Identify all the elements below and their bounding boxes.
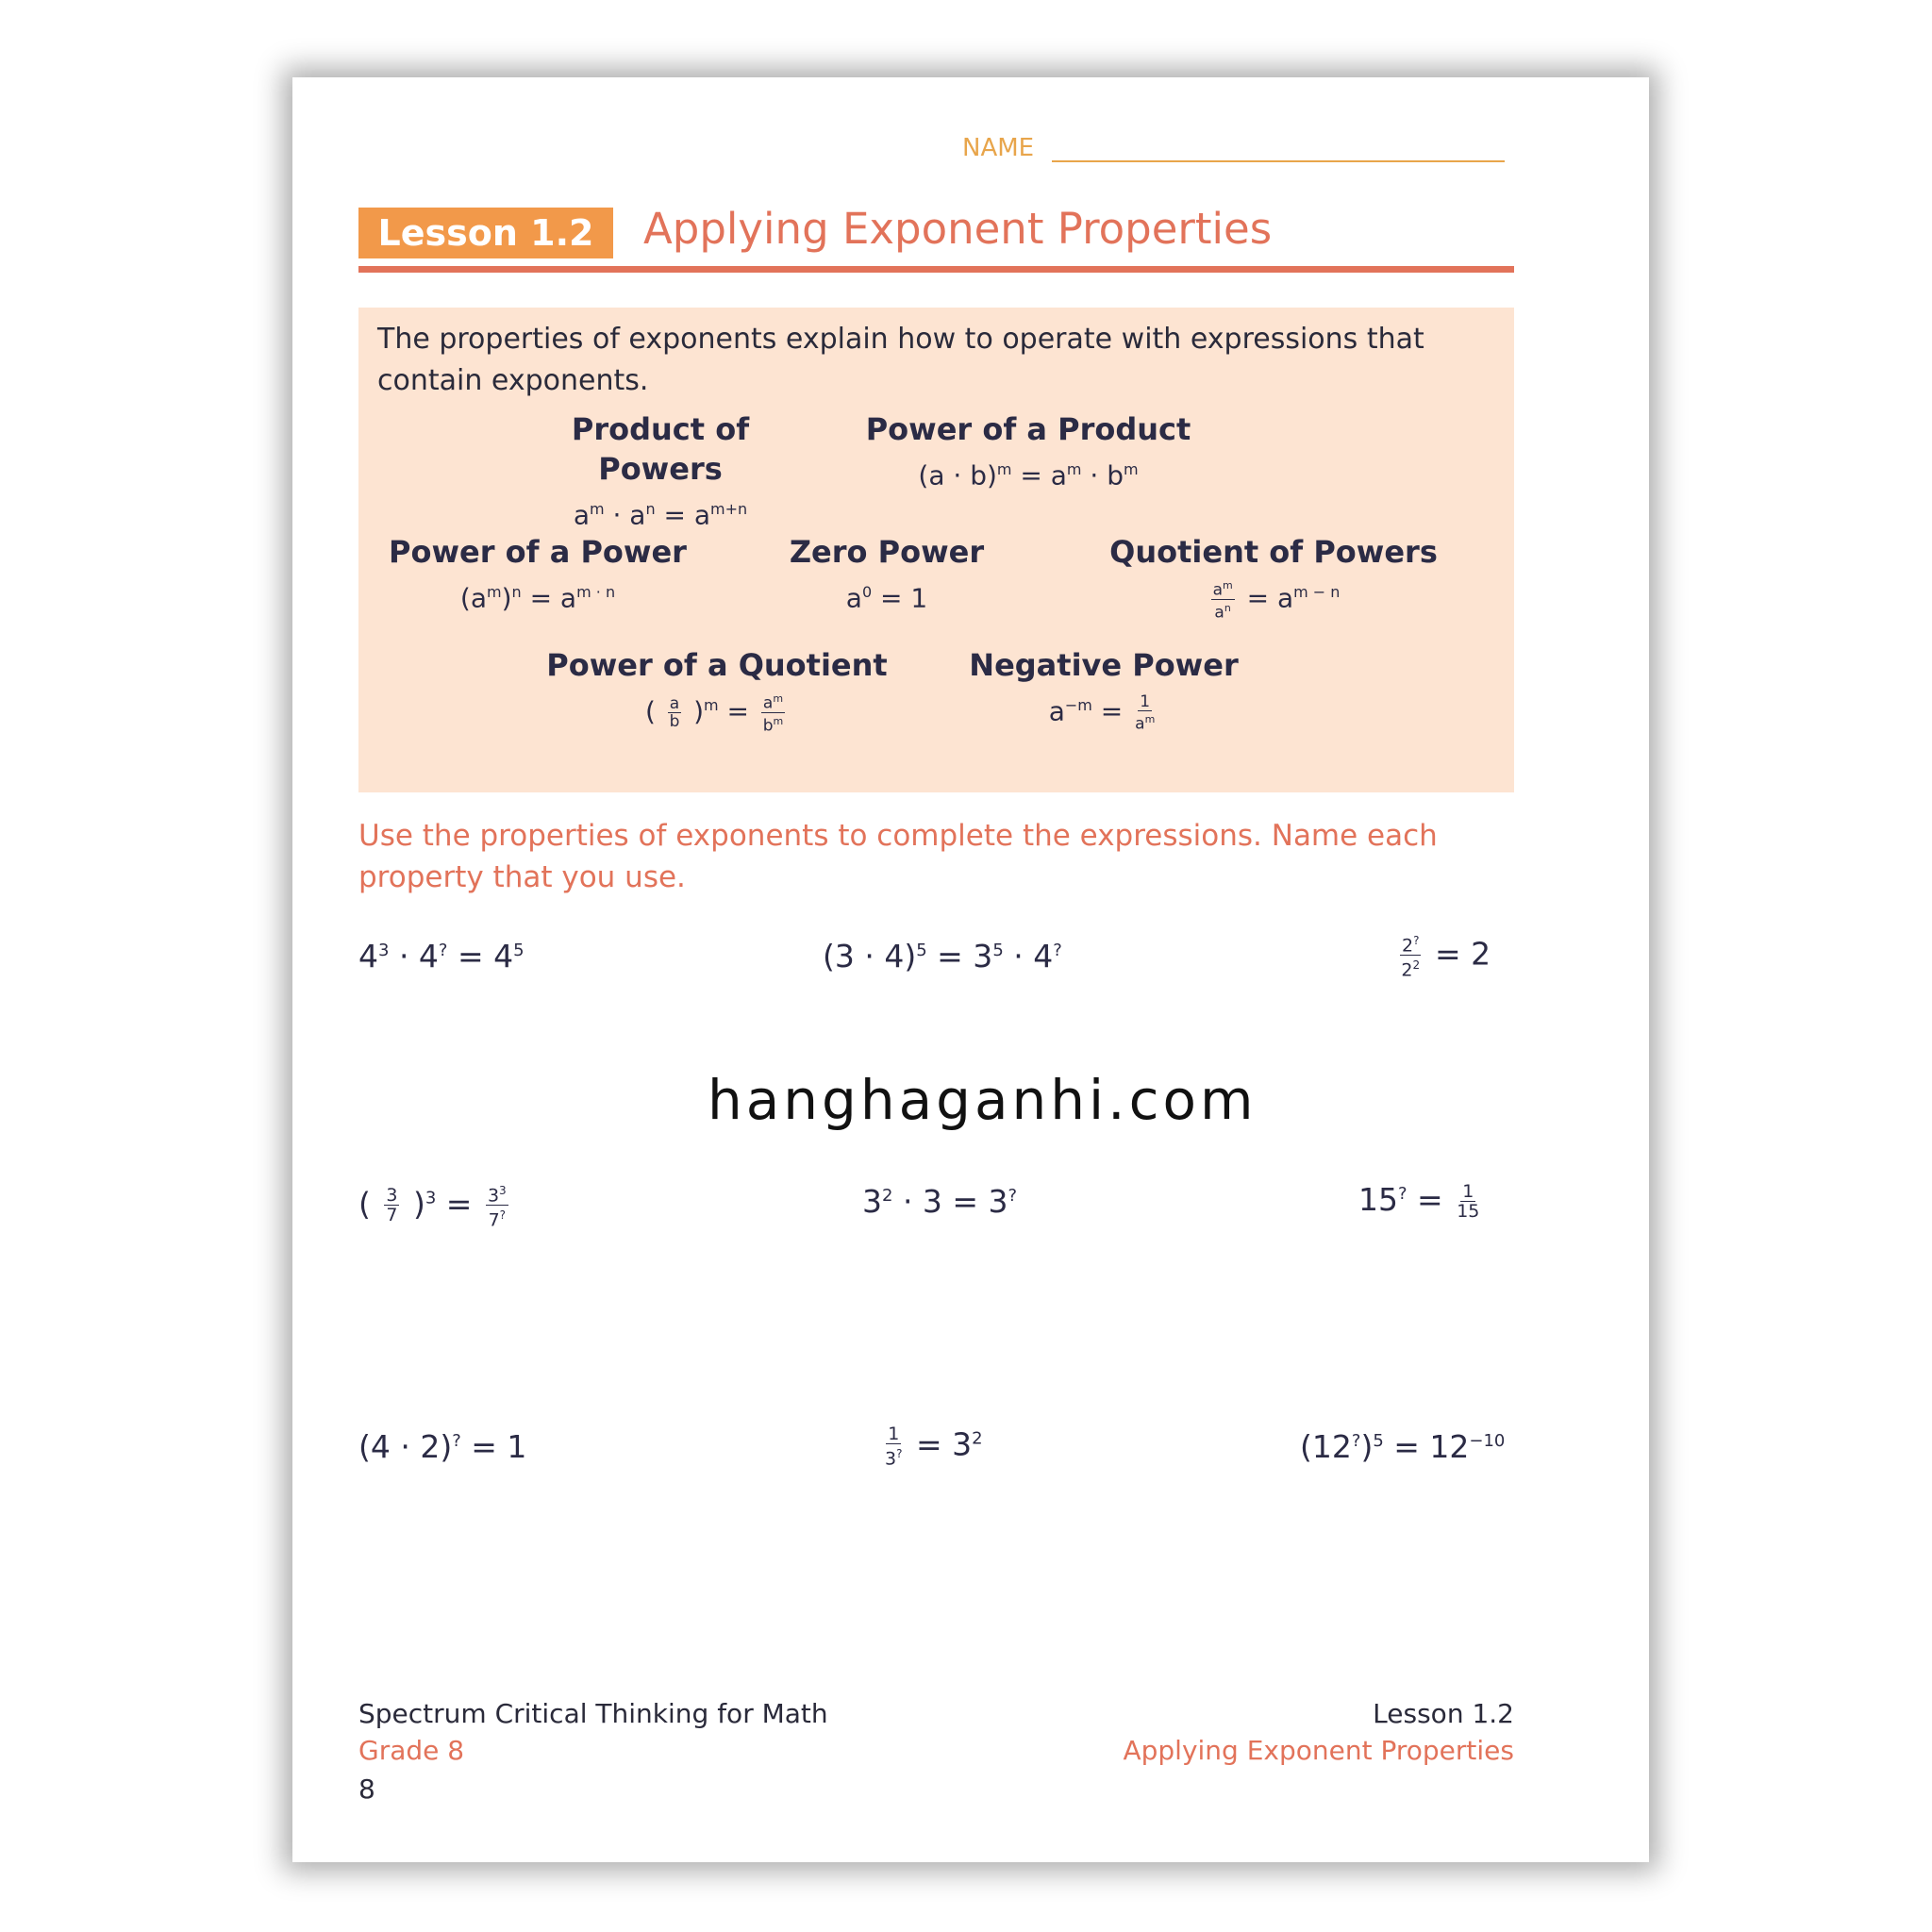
property-name: Product of Powers (571, 411, 750, 487)
property-formula: ( $\frac{a}{b}$ )$^m$ = $\frac{a^m}{b^m}$ (644, 692, 784, 736)
name-label: NAME (962, 134, 1035, 162)
property-formula: $a^m \cdot a^n = a^{m+n}$ (573, 499, 748, 531)
property-formula: $\frac{a^m}{a^n}$ = $a^{m - n}$ (1212, 579, 1341, 623)
footer-book-title: Spectrum Critical Thinking for Math (358, 1698, 828, 1729)
problem-4: ( $\frac{3}{7}$ )$^3$ = $\frac{3^3}{7^?}$ (358, 1181, 512, 1230)
property-zero-power (764, 532, 1009, 619)
footer-grade: Grade 8 (358, 1735, 465, 1766)
problem-1: $4^3 \cdot 4^? = 4^5$ (358, 938, 525, 974)
name-blank-line (1052, 160, 1505, 162)
problem-6: 15? = $\frac{1}{15}$ (1358, 1181, 1480, 1222)
worksheet-page (292, 77, 1649, 1862)
problem-7: (4 · 2)? = 1 (358, 1428, 527, 1465)
property-formula: $a^0 = 1$ (845, 582, 928, 614)
problem-9: $(12^?)^5 = 12^{-10}$ (1300, 1428, 1506, 1465)
properties-intro: The properties of exponents explain how to operate with expressions that contain exponents. (377, 323, 1424, 397)
properties-box (358, 308, 1514, 792)
title-rule (358, 266, 1514, 273)
lesson-title: Applying Exponent Properties (643, 204, 1273, 254)
property-name: Quotient of Powers (1109, 534, 1438, 570)
property-power-of-a-quotient (528, 645, 906, 734)
lesson-badge: Lesson 1.2 (358, 208, 613, 258)
property-name: Negative Power (969, 647, 1239, 683)
problem-8: $\frac{1}{3^?}$ = $3^2$ (885, 1424, 983, 1470)
property-power-of-a-product (830, 409, 1226, 496)
footer-lesson: Lesson 1.2 (1373, 1698, 1514, 1729)
problem-2: $(3 \cdot 4)^5 = 3^5 \cdot 4^?$ (823, 938, 1062, 974)
problem-5: $3^2 \cdot 3 = 3^?$ (862, 1183, 1018, 1220)
watermark-text: hanghaganhi.com (708, 1068, 1257, 1132)
instructions: Use the properties of exponents to complete the expressions. Name each property that you use. (358, 819, 1438, 894)
property-name: Power of a Quotient (546, 647, 888, 683)
problem-3: $\frac{2^?}{2^2}$ = 2 (1396, 931, 1491, 980)
property-formula: $(a \cdot b)^m = a^m \cdot b^m$ (918, 459, 1139, 491)
footer-page-number: 8 (358, 1774, 375, 1805)
property-name: Zero Power (789, 534, 985, 570)
property-product-of-powers (509, 409, 811, 536)
property-formula: $(a^m)^n = a^{m \cdot n}$ (459, 582, 616, 614)
property-negative-power (943, 645, 1264, 732)
footer-lesson-title: Applying Exponent Properties (1123, 1735, 1514, 1766)
property-name: Power of a Power (389, 534, 687, 570)
property-quotient-of-powers (1085, 532, 1462, 621)
property-name: Power of a Product (865, 411, 1191, 447)
property-formula: $a^{-m}$ = $\frac{1}{a^m}$ (1048, 691, 1156, 734)
property-power-of-a-power (368, 532, 708, 619)
